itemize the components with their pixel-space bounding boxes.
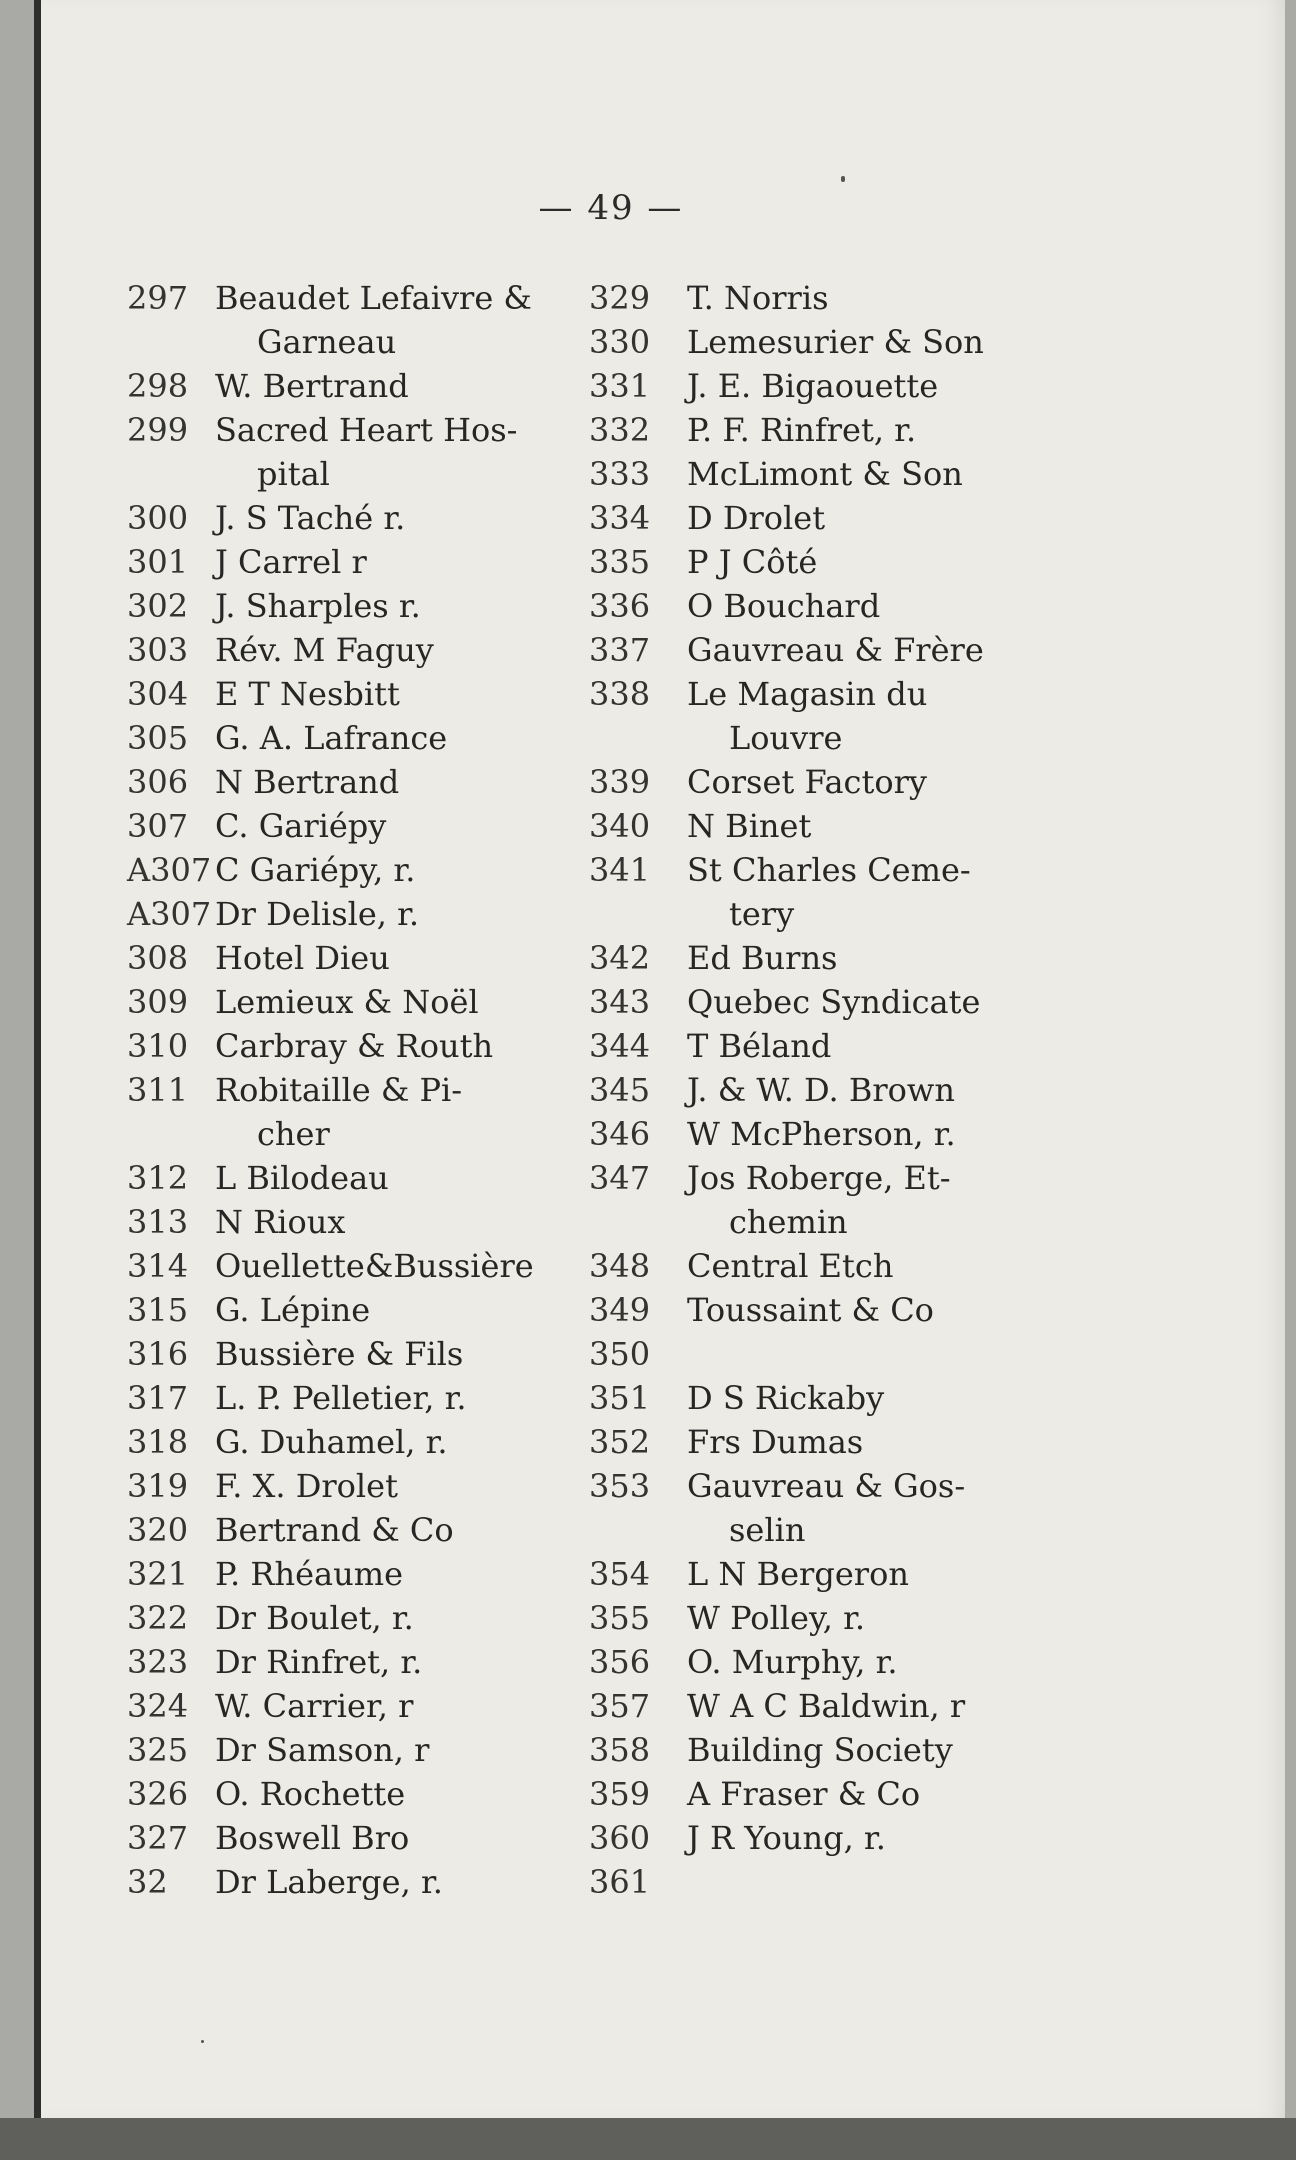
directory-entry [127,892,617,936]
directory-entry [589,540,1059,584]
directory-entry [589,760,1059,804]
directory-entry [589,980,1059,1024]
entry-number: 319 [127,1467,189,1505]
entry-number: 310 [127,1027,189,1065]
entry-number: 356 [589,1643,651,1681]
entry-name: Quebec Syndicate [687,983,981,1021]
directory-entry [589,496,1059,540]
entry-number: 351 [589,1379,651,1417]
entry-name: W McPherson, r. [687,1115,956,1153]
entry-number: 348 [589,1247,651,1285]
ink-speck [201,2040,204,2043]
entry-number: 317 [127,1379,189,1417]
directory-entry [589,1860,1059,1904]
directory-entry [127,1420,617,1464]
entry-name: J. Sharples r. [215,587,421,625]
entry-number: 305 [127,719,189,757]
directory-entry [589,936,1059,980]
directory-entry [127,1508,617,1552]
entry-name: W Polley, r. [687,1599,866,1637]
directory-entry [589,1596,1059,1640]
directory-entry [127,1464,617,1508]
entry-number: 304 [127,675,189,713]
directory-entry [589,1068,1059,1112]
entry-name: Ouellette&Bussière [215,1247,534,1285]
directory-entry [127,540,617,584]
entry-number: 335 [589,543,651,581]
entry-name: Carbray & Routh [215,1027,494,1065]
directory-entry [589,628,1059,672]
entry-name: D Drolet [687,499,826,537]
entry-name: L N Bergeron [687,1555,909,1593]
entry-number: 323 [127,1643,189,1681]
entry-number: 322 [127,1599,189,1637]
directory-entry [589,1420,1059,1464]
directory-entry [127,804,617,848]
entry-name: Corset Factory [687,763,927,801]
directory-entry [127,364,617,408]
directory-entry [589,320,1059,364]
directory-entry [127,584,617,628]
entry-name: J. & W. D. Brown [687,1071,955,1109]
entry-name: J Carrel r [215,543,367,581]
entry-name-continuation: selin [729,1511,806,1549]
directory-entry [589,1156,1059,1200]
entry-name: J. S Taché r. [215,499,406,537]
entry-number: 349 [589,1291,651,1329]
directory-entry [127,980,617,1024]
entry-number: 352 [589,1423,651,1461]
entry-number: 311 [127,1071,189,1109]
entry-number: 333 [589,455,651,493]
entry-name: Rév. M Faguy [215,631,434,669]
entry-name-continuation: Garneau [257,323,397,361]
directory-entry [127,1288,617,1332]
entry-name: Ed Burns [687,939,838,977]
directory-entry [589,1684,1059,1728]
directory-entry [127,1860,617,1904]
entry-name: Le Magasin du [687,675,928,713]
entry-number: 318 [127,1423,189,1461]
entry-name: D S Rickaby [687,1379,885,1417]
directory-entry [127,672,617,716]
entry-number: 299 [127,411,189,449]
entry-number: 313 [127,1203,189,1241]
entry-number: 346 [589,1115,651,1153]
entry-name: Building Society [687,1731,953,1769]
directory-entry [589,804,1059,848]
directory-entry [589,848,1059,892]
entry-number: 314 [127,1247,189,1285]
entry-name: C. Gariépy [215,807,387,845]
entry-name: J R Young, r. [687,1819,886,1857]
entry-name: McLimont & Son [687,455,963,493]
directory-entry [589,1552,1059,1596]
entry-number: 306 [127,763,189,801]
entry-number: 353 [589,1467,651,1505]
ink-speck [841,176,845,182]
entry-number: 345 [589,1071,651,1109]
directory-entry [589,408,1059,452]
directory-entry [127,276,617,320]
entry-name: Gauvreau & Frère [687,631,984,669]
entry-name: O. Murphy, r. [687,1643,898,1681]
entry-name: T. Norris [687,279,829,317]
directory-entry [127,1024,617,1068]
entry-name: Dr Boulet, r. [215,1599,414,1637]
entry-name: Dr Rinfret, r. [215,1643,423,1681]
directory-entry [127,1068,617,1112]
directory-entry [589,1112,1059,1156]
directory-entry [127,1816,617,1860]
directory-entry [589,1376,1059,1420]
entry-number: 355 [589,1599,651,1637]
entry-number: 298 [127,367,189,405]
entry-number: 338 [589,675,651,713]
entry-name: G. A. Lafrance [215,719,448,757]
directory-entry [127,760,617,804]
directory-entry [127,1684,617,1728]
entry-name: Bussière & Fils [215,1335,464,1373]
entry-number: 324 [127,1687,189,1725]
entry-number: 308 [127,939,189,977]
entry-name: T Béland [687,1027,832,1065]
entry-name: Hotel Dieu [215,939,390,977]
entry-number: 312 [127,1159,189,1197]
page-number: — 49 — [538,188,684,228]
entry-number: 300 [127,499,189,537]
entry-number: 350 [589,1335,651,1373]
directory-entry [589,452,1059,496]
directory-entry [127,1772,617,1816]
entry-name: Beaudet Lefaivre & [215,279,532,317]
entry-number: 347 [589,1159,651,1197]
book-page [34,0,1285,2118]
entry-name: J. E. Bigaouette [687,367,939,405]
entry-number: 358 [589,1731,651,1769]
entry-name-continuation: Louvre [729,719,843,757]
directory-entry [127,408,617,452]
entry-name: Boswell Bro [215,1819,410,1857]
entry-name: N Binet [687,807,812,845]
directory-entry [127,1200,617,1244]
entry-number: 325 [127,1731,189,1769]
entry-number: 337 [589,631,651,669]
entry-name: Central Etch [687,1247,894,1285]
entry-number: 309 [127,983,189,1021]
entry-number: A307 [127,851,212,889]
entry-number: 301 [127,543,189,581]
directory-entry [127,1156,617,1200]
entry-name: Dr Laberge, r. [215,1863,443,1901]
entry-name-continuation: pital [257,455,330,493]
directory-entry [127,1552,617,1596]
entry-number: 316 [127,1335,189,1373]
directory-entry [127,1376,617,1420]
entry-number: 303 [127,631,189,669]
entry-number: 359 [589,1775,651,1813]
entry-name: N Rioux [215,1203,346,1241]
entry-name: St Charles Ceme- [687,851,971,889]
entry-name: P. Rhéaume [215,1555,403,1593]
directory-entry [589,276,1059,320]
entry-number: 307 [127,807,189,845]
entry-name: A Fraser & Co [687,1775,921,1813]
entry-name: N Bertrand [215,763,400,801]
entry-number: 326 [127,1775,189,1813]
entry-name: Sacred Heart Hos- [215,411,518,449]
entry-name: Robitaille & Pi- [215,1071,463,1109]
entry-name: L Bilodeau [215,1159,389,1197]
directory-column-left [127,276,617,1904]
entry-name: P J Côté [687,543,818,581]
entry-name: Lemesurier & Son [687,323,984,361]
entry-number: 336 [589,587,651,625]
entry-name: Frs Dumas [687,1423,864,1461]
entry-name: O. Rochette [215,1775,406,1813]
entry-number: 327 [127,1819,189,1857]
entry-number: 320 [127,1511,189,1549]
directory-entry [589,1816,1059,1860]
entry-name: W. Carrier, r [215,1687,414,1725]
entry-number: 342 [589,939,651,977]
entry-name: O Bouchard [687,587,881,625]
entry-number: 32 [127,1863,168,1901]
entry-name: E T Nesbitt [215,675,400,713]
directory-entry [589,672,1059,716]
entry-name: Gauvreau & Gos- [687,1467,966,1505]
entry-name: L. P. Pelletier, r. [215,1379,467,1417]
entry-name: Dr Delisle, r. [215,895,420,933]
directory-entry [589,1332,1059,1376]
directory-entry [127,1596,617,1640]
entry-number: 341 [589,851,651,889]
entry-name-continuation: tery [729,895,795,933]
directory-entry [589,1288,1059,1332]
entry-number: A307 [127,895,212,933]
entry-number: 330 [589,323,651,361]
directory-entry [127,848,617,892]
entry-name: G. Duhamel, r. [215,1423,448,1461]
directory-entry [127,1640,617,1684]
directory-entry [589,1244,1059,1288]
entry-name: Jos Roberge, Et- [687,1159,951,1197]
entry-number: 315 [127,1291,189,1329]
entry-name-continuation: cher [257,1115,330,1153]
entry-name: P. F. Rinfret, r. [687,411,917,449]
directory-entry [589,1024,1059,1068]
entry-name: Dr Samson, r [215,1731,430,1769]
entry-name: W A C Baldwin, r [687,1687,966,1725]
entry-name: F. X. Drolet [215,1467,398,1505]
directory-entry [127,716,617,760]
entry-name: Lemieux & Noël [215,983,479,1021]
directory-entry [589,1464,1059,1508]
directory-entry [127,496,617,540]
directory-entry [127,936,617,980]
entry-number: 343 [589,983,651,1021]
entry-number: 340 [589,807,651,845]
directory-column-right [589,276,1059,1904]
directory-entry [589,1728,1059,1772]
entry-number: 329 [589,279,651,317]
entry-name: G. Lépine [215,1291,371,1329]
entry-name: Bertrand & Co [215,1511,454,1549]
directory-entry [589,364,1059,408]
entry-number: 344 [589,1027,651,1065]
directory-entry [589,584,1059,628]
entry-number: 297 [127,279,189,317]
directory-entry [589,1772,1059,1816]
directory-entry [127,1244,617,1288]
entry-name: C Gariépy, r. [215,851,416,889]
entry-number: 334 [589,499,651,537]
entry-number: 361 [589,1863,651,1901]
entry-name-continuation: chemin [729,1203,848,1241]
directory-entry [127,1332,617,1376]
scan-bottom-edge [0,2118,1296,2160]
directory-entry [127,1728,617,1772]
directory-entry [589,1640,1059,1684]
entry-number: 331 [589,367,651,405]
directory-entry [127,628,617,672]
entry-number: 360 [589,1819,651,1857]
entry-number: 302 [127,587,189,625]
entry-name: W. Bertrand [215,367,409,405]
entry-number: 332 [589,411,651,449]
entry-number: 357 [589,1687,651,1725]
entry-number: 354 [589,1555,651,1593]
entry-number: 339 [589,763,651,801]
entry-name: Toussaint & Co [687,1291,934,1329]
entry-number: 321 [127,1555,189,1593]
